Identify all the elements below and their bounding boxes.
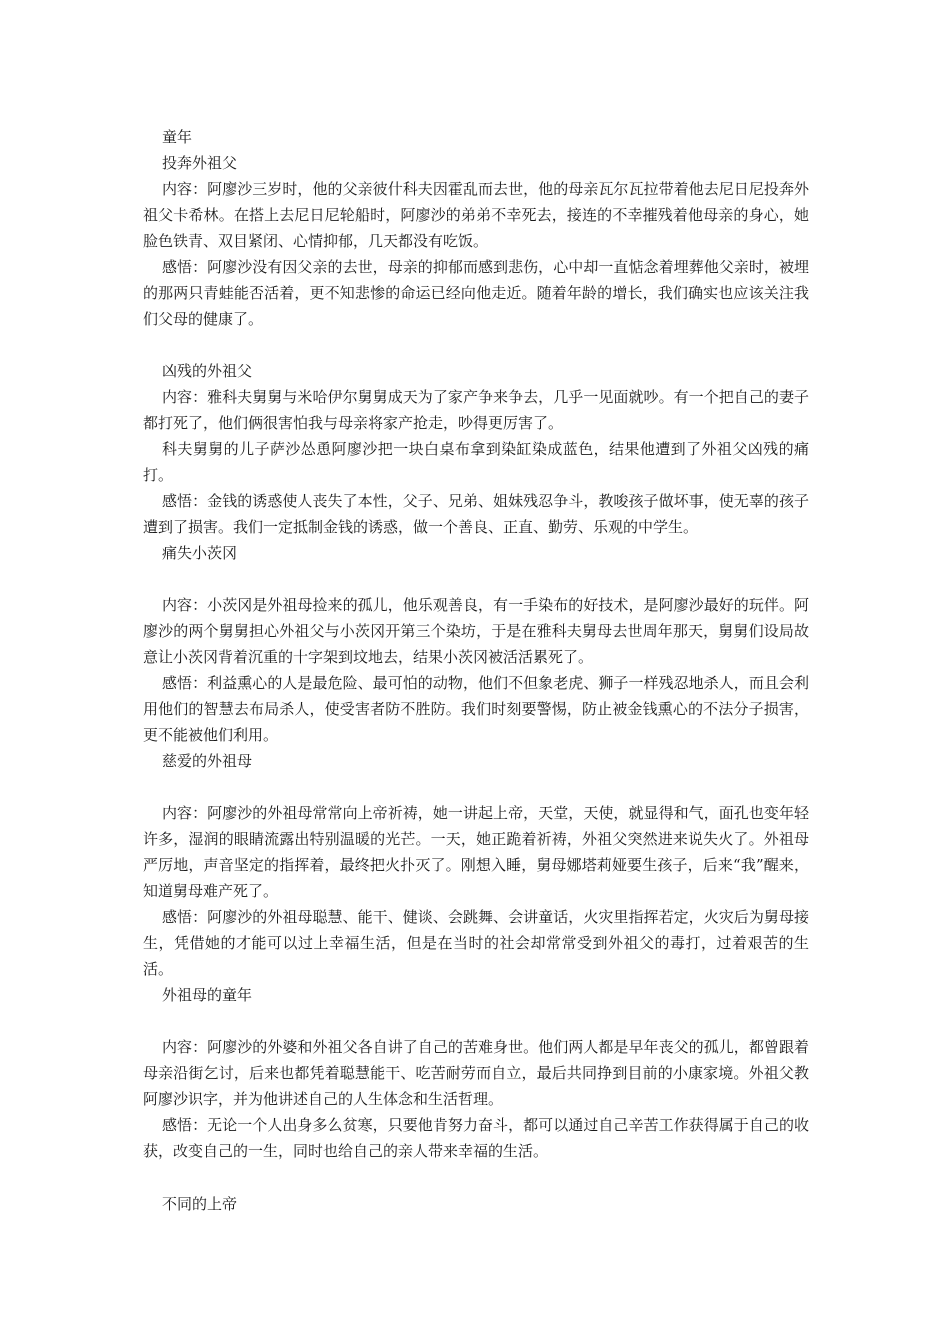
section-paragraph: 科夫舅舅的儿子萨沙怂恿阿廖沙把一块白桌布拿到染缸染成蓝色，结果他遭到了外祖父凶残的痛打。 <box>143 440 809 484</box>
section-heading: 凶残的外祖父 <box>162 362 253 380</box>
section-heading: 痛失小茨冈 <box>162 544 238 562</box>
section-heading: 不同的上帝 <box>162 1195 238 1213</box>
document-title: 童年 <box>162 128 193 146</box>
section-paragraph: 内容：阿廖沙三岁时，他的父亲彼什科夫因霍乱而去世，他的母亲瓦尔瓦拉带着他去尼日尼投奔外祖父卡希林。在搭上去尼日尼轮船时，阿廖沙的弟弟不幸死去，接连的不幸摧残着他母亲的身心，她脸色铁青、双目紧闭、心情抑郁，几天都没有吃饭。 <box>143 180 809 250</box>
blank-line <box>143 1008 809 1034</box>
section-paragraph: 内容：阿廖沙的外婆和外祖父各自讲了自己的苦难身世。他们两人都是早年丧父的孤儿，都曾跟着母亲沿街乞讨，后来也都凭着聪慧能干、吃苦耐劳而自立，最后共同挣到目前的小康家境。外祖父教阿廖沙识字，并为他讲述自己的人生体念和生活哲理。 <box>143 1038 809 1108</box>
section-paragraph: 内容：雅科夫舅舅与米哈伊尔舅舅成天为了家产争来争去，几乎一见面就吵。有一个把自己的妻子都打死了，他们俩很害怕我与母亲将家产抢走，吵得更厉害了。 <box>143 388 809 432</box>
section-paragraph: 感悟：无论一个人出身多么贫寒，只要他肯努力奋斗，都可以通过自己辛苦工作获得属于自己的收获，改变自己的一生，同时也给自己的亲人带来幸福的生活。 <box>143 1116 809 1160</box>
section-paragraph: 感悟：利益熏心的人是最危险、最可怕的动物，他们不但象老虎、狮子一样残忍地杀人，而且会利用他们的智慧去布局杀人，使受害者防不胜防。我们时刻要警惕，防止被金钱熏心的不法分子损害，更不能被他们利用。 <box>143 674 809 744</box>
section-paragraph: 内容：小茨冈是外祖母捡来的孤儿，他乐观善良，有一手染布的好技术，是阿廖沙最好的玩伴。阿廖沙的两个舅舅担心外祖父与小茨冈开第三个染坊，于是在雅科夫舅母去世周年那天，舅舅们设局故意让小茨冈背着沉重的十字架到坟地去，结果小茨冈被活活累死了。 <box>143 596 809 666</box>
section-heading: 慈爱的外祖母 <box>162 752 253 770</box>
section-heading: 投奔外祖父 <box>162 154 238 172</box>
section-paragraph: 感悟：阿廖沙的外祖母聪慧、能干、健谈、会跳舞、会讲童话，火灾里指挥若定，火灾后为舅母接生，凭借她的才能可以过上幸福生活，但是在当时的社会却常常受到外祖父的毒打，过着艰苦的生活。 <box>143 908 809 978</box>
section-paragraph: 内容：阿廖沙的外祖母常常向上帝祈祷，她一讲起上帝，天堂，天使，就显得和气，面孔也变年轻许多，湿润的眼睛流露出特别温暖的光芒。一天，她正跪着祈祷，外祖父突然进来说失火了。外祖母严厉地，声音坚定的指挥着，最终把火扑灭了。刚想入睡，舅母娜塔莉娅要生孩子，后来“我”醒来，知道舅母难产死了。 <box>143 804 809 900</box>
blank-line <box>143 566 809 592</box>
blank-line <box>143 332 809 358</box>
document-page <box>143 124 809 1217</box>
section-paragraph: 感悟：阿廖沙没有因父亲的去世，母亲的抑郁而感到悲伤，心中却一直惦念着埋葬他父亲时，被埋的那两只青蛙能否活着，更不知悲惨的命运已经向他走近。随着年龄的增长，我们确实也应该关注我们父母的健康了。 <box>143 258 809 328</box>
blank-line <box>143 1164 809 1191</box>
section-paragraph: 感悟：金钱的诱惑使人丧失了本性，父子、兄弟、姐妹残忍争斗，教唆孩子做坏事，使无辜的孩子遭到了损害。我们一定抵制金钱的诱惑，做一个善良、正直、勤劳、乐观的中学生。 <box>143 492 809 536</box>
blank-line <box>143 774 809 800</box>
section-heading: 外祖母的童年 <box>162 986 253 1004</box>
